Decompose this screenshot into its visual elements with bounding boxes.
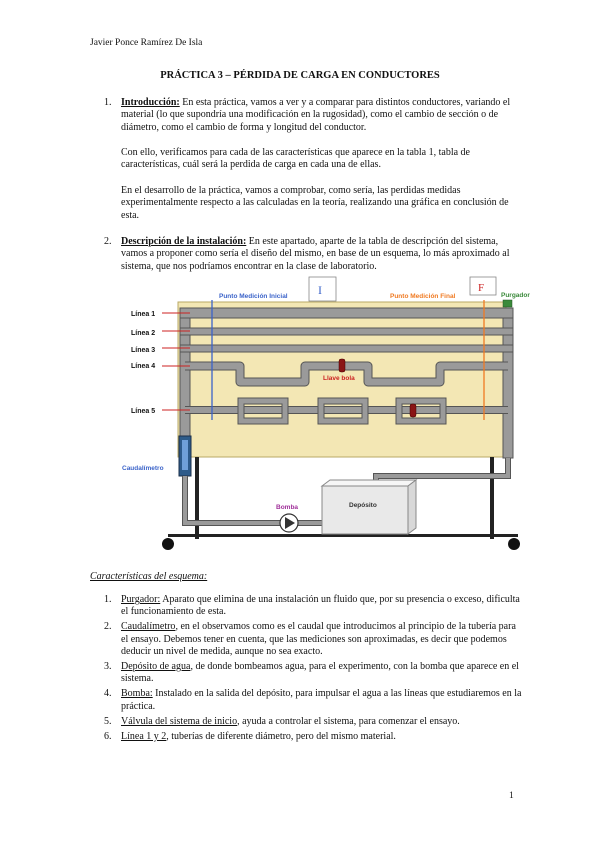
- item-text: , en el observamos como es el caudal que introducimos al principio de la tubería para el ensayo. Debemos tener en cuenta, que las mediciones son aproximadas, es decir que podemos deducir un nivel de medida, aunque no sea exacto.: [121, 621, 516, 657]
- wheel-icon: [162, 538, 174, 550]
- item-text: Instalado en la salida del depósito, para impulsar el agua a las líneas que estudiaremos en la práctica.: [121, 688, 522, 712]
- initial-box-label: I: [318, 283, 322, 297]
- section-text: En este apartado, aparte de la tabla de descripción del sistema, vamos a proponer como sería el diseño del mismo, en base de un esquema, lo más aproximado al sistema, que nos podríamos encontrar en la clase de laboratorio.: [121, 236, 510, 272]
- intro-paragraph: Con ello, verificamos para cada de las características que aparece en la tabla 1, tabla de características, cuál será la perdida de carga en cada una de ellas.: [121, 147, 470, 171]
- line-label: Línea 1: [131, 311, 156, 318]
- list-item: 2. Caudalímetro, en el observamos como es el caudal que introducimos al principio de la tubería para el ensayo. Debemos tener en cuenta, que las mediciones son aproximadas, es decir que podemos deducir un nivel de medida, aunque no sea exacto.: [104, 621, 516, 657]
- page-header-author: Javier Ponce Ramírez De Isla: [90, 38, 203, 48]
- item-text: Aparato que elimina de una instalación un fluido que, por su presencia o exceso, dificulta el funcionamiento de esta.: [121, 594, 520, 618]
- line-label: Línea 5: [131, 408, 156, 415]
- diagram-leg: [195, 457, 199, 539]
- page-title: PRÁCTICA 3 – PÉRDIDA DE CARGA EN CONDUCTORES: [160, 70, 440, 81]
- item-term: Depósito de agua: [121, 661, 191, 673]
- list-item: 6. Línea 1 y 2, tuberías de diferente diámetro, pero del mismo material.: [104, 731, 396, 743]
- section-text: En esta práctica, vamos a ver y a comparar para distintos conductores, variando el material (lo que supondría una modificación en la rugosidad), como el cambio de sección o de diámetro, como el cambio de forma y longitud del conductor.: [121, 97, 511, 133]
- section-number: 2.: [104, 236, 112, 247]
- list-item: 4. Bomba: Instalado en la salida del depósito, para impulsar el agua a las líneas que estudiaremos en la práctica.: [104, 688, 522, 712]
- characteristics-title: Características del esquema:: [90, 571, 208, 582]
- item-text: , ayuda a controlar el sistema, para comenzar el ensayo.: [237, 715, 460, 727]
- ball-valve-icon: [339, 359, 345, 372]
- item-term: Bomba:: [121, 688, 153, 700]
- section-introduction: [104, 97, 524, 134]
- item-term: Caudalímetro: [121, 621, 176, 633]
- section-installation: [104, 236, 524, 273]
- diagram-leg: [490, 457, 494, 539]
- initial-point-label: Punto Medición Inicial: [219, 293, 288, 300]
- valve-label: Llave bola: [323, 375, 355, 382]
- pipe-line-3: [180, 345, 513, 352]
- section-number: 1.: [104, 97, 112, 108]
- item-term: Línea 1 y 2: [121, 731, 167, 743]
- pipe-line-2: [180, 328, 513, 335]
- pipe-line-1: [180, 308, 513, 318]
- purger-icon: [503, 300, 512, 307]
- purger-label: Purgador: [501, 292, 530, 299]
- tank-label: Depósito: [349, 502, 377, 509]
- item-term: Válvula del sistema de inicio: [121, 715, 238, 727]
- pump-suction-pipe: [185, 476, 280, 523]
- line-label: Línea 2: [131, 330, 156, 337]
- characteristics-list: [104, 594, 524, 746]
- section-heading: Descripción de la instalación:: [121, 236, 247, 247]
- page-number: 1: [509, 791, 514, 801]
- list-item: 3. Depósito de agua, de donde bombeamos agua, para el experimento, con la bomba que aparece en el sistema.: [104, 661, 519, 685]
- item-text: , tuberías de diferente diámetro, pero del mismo material.: [166, 731, 396, 743]
- item-term: Purgador:: [121, 594, 161, 605]
- list-item: 1. Purgador: Aparato que elimina de una instalación un fluido que, por su presencia o exceso, dificulta el funcionamiento de esta.: [104, 594, 520, 618]
- section-heading: Introducción:: [121, 97, 180, 108]
- final-box-label: F: [478, 282, 485, 294]
- line-label: Línea 3: [131, 347, 156, 354]
- flowmeter-label: Caudalímetro: [122, 465, 164, 472]
- tank-icon: [322, 486, 408, 534]
- initial-box: [309, 277, 336, 301]
- pump-label: Bomba: [276, 504, 299, 511]
- final-point-label: Punto Medición Final: [390, 293, 456, 300]
- list-item: 5. Válvula del sistema de inicio, ayuda a controlar el sistema, para comenzar el ensayo.: [104, 715, 460, 727]
- line-label: Línea 4: [131, 363, 156, 370]
- item-text: , de donde bombeamos agua, para el experimento, con la bomba que aparece en el sistema.: [121, 661, 519, 685]
- ball-valve-icon: [410, 404, 416, 417]
- installation-diagram: [118, 276, 538, 556]
- intro-paragraph: En el desarrollo de la práctica, vamos a comprobar, como sería, las perdidas medidas experimentalmente respecto a las calculadas en la teoría, realizando una gráfica en conclusión de esta.: [121, 185, 509, 221]
- wheel-icon: [508, 538, 520, 550]
